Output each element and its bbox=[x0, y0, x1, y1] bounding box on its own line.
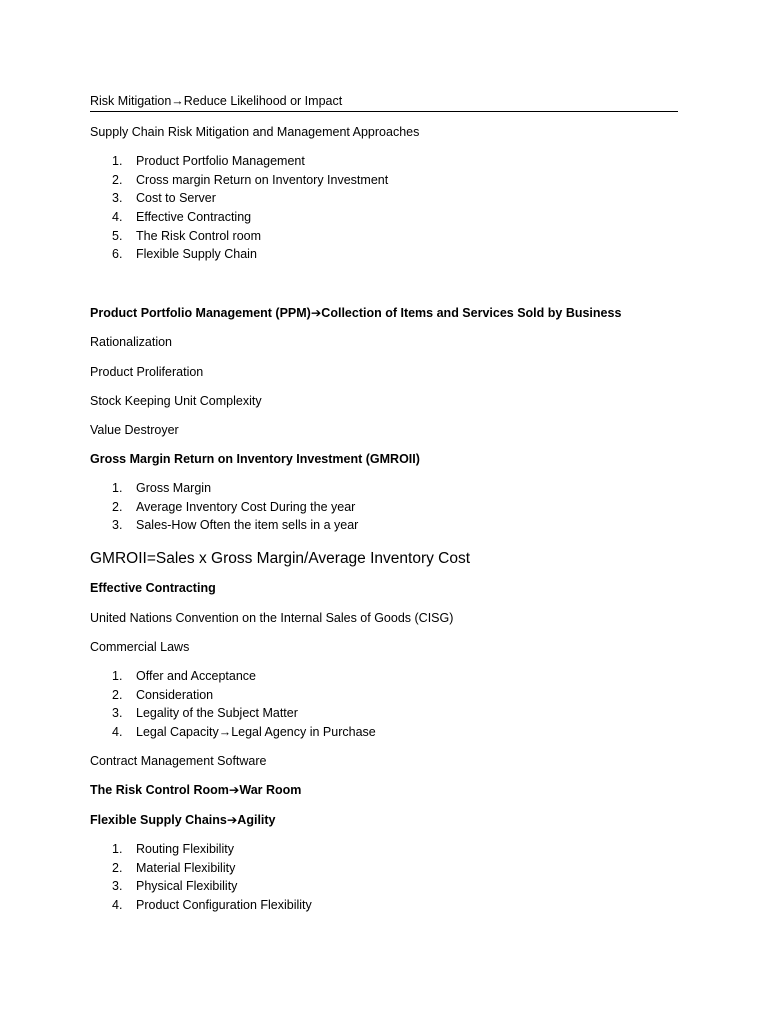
list-number: 2. bbox=[112, 172, 123, 187]
list-text: Legal Capacity→Legal Agency in Purchase bbox=[136, 725, 376, 740]
approaches-heading: Supply Chain Risk Mitigation and Management Approaches bbox=[90, 125, 420, 139]
list-text: Cross margin Return on Inventory Investment bbox=[136, 172, 389, 187]
list-number: 4. bbox=[112, 210, 123, 225]
contract-software-text: Contract Management Software bbox=[90, 754, 267, 768]
list-number: 1. bbox=[112, 481, 123, 495]
list-text: Routing Flexibility bbox=[136, 842, 234, 856]
list-number: 4. bbox=[112, 725, 123, 740]
list-text: Material Flexibility bbox=[136, 860, 236, 875]
list-number: 2. bbox=[112, 499, 123, 514]
list-number: 6. bbox=[112, 247, 123, 262]
sku-complexity-text: Stock Keeping Unit Complexity bbox=[90, 394, 262, 408]
gmroii-formula: GMROII=Sales x Gross Margin/Average Inventory Cost bbox=[90, 550, 471, 567]
list-text: Sales-How Often the item sells in a year bbox=[136, 518, 359, 533]
list-text: Offer and Acceptance bbox=[136, 669, 256, 683]
ppm-heading: Product Portfolio Management (PPM)➔Collection of Items and Services Sold by Business bbox=[90, 306, 622, 320]
list-text: Physical Flexibility bbox=[136, 879, 238, 894]
proliferation-text: Product Proliferation bbox=[90, 365, 204, 379]
list-number: 3. bbox=[112, 706, 123, 721]
list-number: 1. bbox=[112, 669, 123, 683]
list-text: Gross Margin bbox=[136, 481, 212, 495]
list-number: 1. bbox=[112, 154, 123, 168]
list-text: Consideration bbox=[136, 687, 214, 702]
commercial-laws-text: Commercial Laws bbox=[90, 640, 190, 654]
list-text: Effective Contracting bbox=[136, 210, 252, 225]
value-destroyer-text: Value Destroyer bbox=[90, 423, 179, 437]
list-number: 4. bbox=[112, 898, 123, 913]
risk-room-heading: The Risk Control Room➔War Room bbox=[90, 783, 302, 797]
list-text: Flexible Supply Chain bbox=[136, 247, 257, 262]
list-number: 1. bbox=[112, 842, 123, 856]
list-text: Product Portfolio Management bbox=[136, 154, 305, 168]
list-number: 2. bbox=[112, 687, 123, 702]
list-text: Product Configuration Flexibility bbox=[136, 898, 312, 913]
list-number: 3. bbox=[112, 518, 123, 533]
flexible-heading: Flexible Supply Chains➔Agility bbox=[90, 813, 276, 827]
gmroii-heading: Gross Margin Return on Inventory Investment (GMROII) bbox=[90, 452, 420, 466]
list-text: The Risk Control room bbox=[136, 228, 262, 243]
contracting-heading: Effective Contracting bbox=[90, 581, 216, 595]
list-text: Legality of the Subject Matter bbox=[136, 706, 298, 721]
cisg-text: United Nations Convention on the Internal Sales of Goods (CISG) bbox=[90, 611, 454, 625]
list-number: 2. bbox=[112, 860, 123, 875]
rationalization-text: Rationalization bbox=[90, 335, 172, 349]
list-text: Average Inventory Cost During the year bbox=[136, 499, 356, 514]
title-divider bbox=[90, 111, 678, 112]
list-number: 3. bbox=[112, 879, 123, 894]
page-title: Risk Mitigation→Reduce Likelihood or Impact bbox=[90, 94, 343, 108]
list-text: Cost to Server bbox=[136, 191, 216, 206]
list-number: 5. bbox=[112, 228, 123, 243]
list-number: 3. bbox=[112, 191, 123, 206]
